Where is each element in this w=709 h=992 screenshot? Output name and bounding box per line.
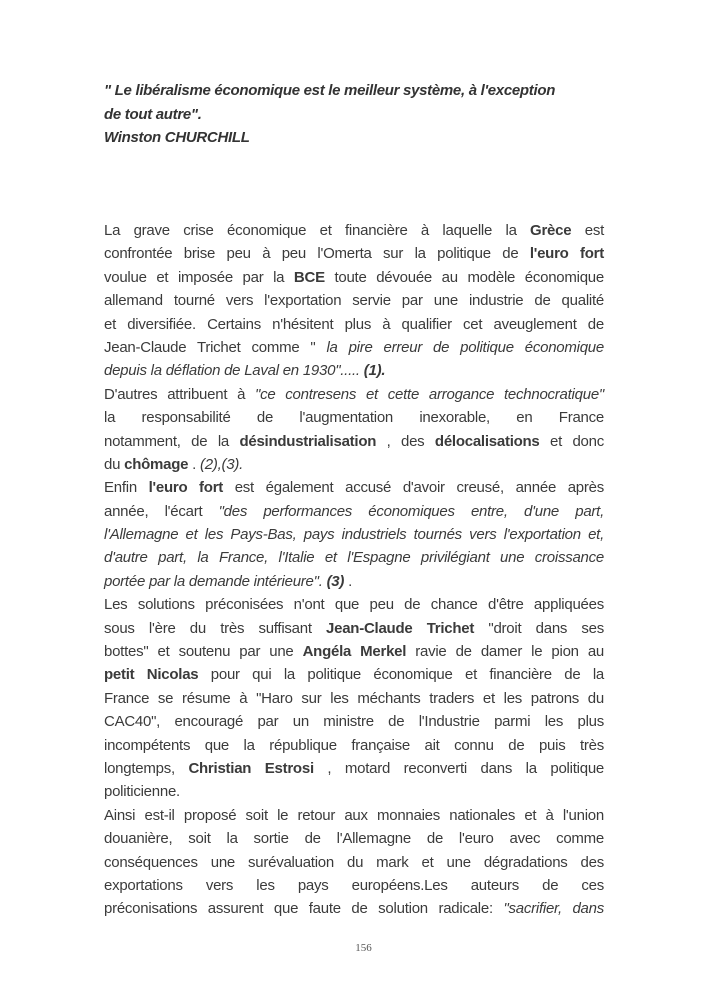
text-run: Ainsi est-il proposé soit le retour aux monnaies nationales et à l'union [104,806,604,824]
text-run: du [104,455,125,473]
text-line [104,289,604,312]
text-run: année, l'écart [104,502,219,520]
text-run: préconisations assurent que faute de solution radicale: [104,900,504,918]
bold-text: chômage [124,455,189,473]
text-run: exportations vers les pays européens.Les auteurs de ces [104,876,604,894]
text-run: et diversifiée. Certains n'hésitent plus à qualifier cet aveuglement de [104,315,604,333]
bold-text: (1). [359,362,386,380]
text-run: Les solutions préconisées n'ont que peu de chance d'être appliquées [104,596,604,614]
epigraph-author: Winston CHURCHILL [104,129,250,146]
text-line [104,500,604,523]
text-line [104,476,604,499]
italic-text: "des performances économiques entre, d'une part, [218,502,604,520]
italic-text: "ce contresens et cette arrogance technocratique" [255,385,604,403]
text-run: conséquences une surévaluation du mark et une dégradations des [104,853,604,871]
text-line [104,640,604,663]
bold-text: désindustrialisation [239,432,377,450]
text-run: , motard reconverti dans la politique [313,759,604,777]
text-line [104,851,604,874]
text-run: la responsabilité de l'augmentation inexorable, en France [104,409,604,427]
text-run: et donc [539,432,604,450]
bold-text: l'euro fort [529,245,604,263]
text-run: pour qui la politique économique et financière de la [198,666,605,684]
text-run: incompétents que la république française ait connu de puis très [104,736,604,754]
text-line [104,266,604,289]
text-line [104,242,604,265]
text-line [104,313,604,336]
text-line [104,430,604,453]
text-line [104,804,604,827]
text-run: France se résume à "Haro sur les méchants traders et les patrons du [104,689,604,707]
italic-text: d'autre part, la France, l'Italie et l'Espagne privilégiant une croissance [104,549,604,567]
text-run: est également accusé d'avoir creusé, année après [223,479,604,497]
bold-text: (3) [326,572,345,590]
bold-text: délocalisations [434,432,540,450]
epigraph-quote [104,79,624,150]
text-line [104,406,604,429]
text-run: voulue et imposée par la [104,268,294,286]
text-line [104,827,604,850]
bold-text: petit Nicolas [104,666,199,684]
text-run: ravie de damer le pion au [406,643,605,661]
text-run: . [344,572,352,590]
italic-text: "sacrifier, dans [503,900,604,918]
bold-text: Grèce [530,222,572,239]
text-line [104,897,604,920]
text-line [104,617,604,640]
text-run: toute dévouée au modèle économique [324,268,604,286]
bold-text: Angéla Merkel [302,643,407,661]
text-run: . [188,455,200,473]
text-run: La grave crise économique et financière à laquelle la [104,222,531,239]
text-run: sous l'ère du très suffisant [104,619,327,637]
bold-text: BCE [293,268,325,286]
text-line [104,359,604,382]
text-line [104,593,604,616]
text-line [104,710,604,733]
italic-text: (2),(3). [199,455,243,473]
page-number: 156 [355,942,372,954]
text-line [104,336,604,359]
text-line [104,523,604,546]
body-text [104,219,604,921]
text-run: "droit dans ses [474,619,604,637]
epigraph-line: de tout autre". [104,105,202,123]
italic-text: la pire erreur de politique économique [326,338,604,356]
text-line [104,546,604,569]
text-run: politicienne. [104,783,180,801]
text-line [104,874,604,897]
text-line [104,687,604,710]
bold-text: Jean-Claude Trichet [326,619,475,637]
bold-text: l'euro fort [148,479,224,497]
text-run: est [571,222,604,239]
text-run: CAC40", encouragé par un ministre de l'Industrie parmi les plus [104,713,604,731]
italic-text: l'Allemagne et les Pays-Bas, pays industriels tournés vers l'exportation et, [104,526,604,544]
text-line [104,734,604,757]
text-run: confrontée brise peu à peu l'Omerta sur la politique de [104,245,530,263]
text-run: bottes" et soutenu par une [104,643,303,661]
text-run: , des [376,432,435,450]
text-run: allemand tourné vers l'exportation servie par une industrie de qualité [104,292,604,310]
text-line [104,383,604,406]
italic-text: depuis la déflation de Laval en 1930"..... [104,362,360,380]
text-line [104,570,604,593]
text-run: longtemps, [104,759,189,777]
text-run: douanière, soit la sortie de l'Allemagne de l'euro avec comme [104,830,604,848]
text-run: Jean-Claude Trichet comme " [104,338,327,356]
text-line [104,219,604,242]
text-line [104,663,604,686]
text-run: notamment, de la [104,432,240,450]
text-run: D'autres attribuent à [104,385,256,403]
text-run: Enfin [104,479,149,497]
text-line [104,780,604,803]
italic-text: portée par la demande intérieure". [104,572,327,590]
text-line [104,453,604,476]
text-line [104,757,604,780]
bold-text: Christian Estrosi [188,759,314,777]
epigraph-line: " Le libéralisme économique est le meilleur système, à l'exception [104,82,556,99]
